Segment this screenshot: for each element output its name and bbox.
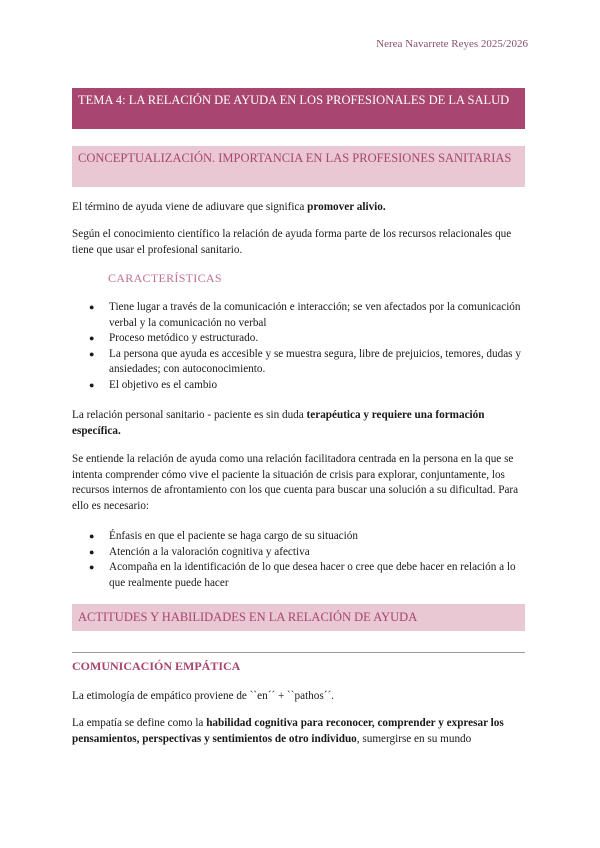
list-item: ● Acompaña en la identificación de lo que desea hacer o cree que debe hacer en relación a lo que realmente puede hacer (89, 561, 516, 589)
paragraph-conocimiento: Según el conocimiento científico la relación de ayuda forma parte de los recursos relacionales que tiene que usar el profesional sanitario. (72, 228, 512, 256)
paragraph-text: La empatía se define como la (72, 717, 207, 729)
paragraph-relacion-terapeutica (72, 408, 527, 439)
paragraph-text: El término de ayuda viene de adiuvare que significa (72, 201, 308, 213)
bullet-icon: ● (89, 562, 95, 572)
bullet-icon: ● (89, 379, 95, 390)
divider (72, 652, 525, 653)
list-item: ● El objetivo es el cambio (72, 378, 527, 394)
bullet-icon: ● (89, 546, 95, 557)
document-title: TEMA 4: LA RELACIÓN DE AYUDA EN LOS PROFESIONALES DE LA SALUD (72, 88, 525, 129)
bullet-icon: ● (89, 531, 95, 541)
subheading-caracteristicas: CARACTERÍSTICAS (108, 271, 222, 285)
paragraph-empatia-definition (72, 716, 527, 747)
bullet-icon: ● (89, 333, 95, 343)
requirements-list (72, 529, 527, 591)
paragraph-text: La relación personal sanitario - paciente es sin duda (72, 409, 307, 421)
list-item: ● Énfasis en que el paciente se haga cargo de su situación (72, 529, 527, 545)
bullet-icon: ● (89, 302, 95, 312)
list-item: ● La persona que ayuda es accesible y se muestra segura, libre de prejuicios, temores, dudas y ansiedades; con autoconocimiento. (89, 347, 521, 375)
paragraph-ayuda-definition (72, 200, 527, 216)
paragraph-tail: , sumergirse en su mundo (356, 732, 472, 745)
list-item: ● Tiene lugar a través de la comunicación e interacción; se ven afectados por la comunicación verbal y la comunicación no verbal (89, 301, 521, 329)
list-item: ● Atención a la valoración cognitiva y afectiva (72, 545, 527, 561)
paragraph-etimologia: La etimología de empático proviene de ``en´´ + ``pathos´´. (72, 690, 334, 702)
characteristics-list (72, 300, 527, 393)
subheading-comunicacion-empatica: COMUNICACIÓN EMPÁTICA (72, 659, 241, 673)
author-header: Nerea Navarrete Reyes 2025/2026 (376, 38, 528, 50)
section-heading-conceptualizacion: CONCEPTUALIZACIÓN. IMPORTANCIA EN LAS PROFESIONES SANITARIAS (72, 146, 525, 187)
list-item: ● Proceso metódico y estructurado. (72, 331, 527, 347)
paragraph-relacion-facilitadora: Se entiende la relación de ayuda como una relación facilitadora centrada en la persona en la que se intenta comprender cómo vive el paciente la situación de crisis para explorar, conjuntamente, los recursos internos de afrontamiento con los que cuenta para buscar una solución a su dificultad. Para ello es necesario: (72, 453, 519, 512)
section-heading-actitudes: ACTITUDES Y HABILIDADES EN LA RELACIÓN DE AYUDA (72, 604, 525, 631)
paragraph-bold: promover alivio. (307, 201, 386, 213)
paragraph-bold: terapéutica y requiere una formación específica. (72, 409, 485, 437)
bullet-icon: ● (89, 348, 95, 359)
paragraph-bold: habilidad cognitiva para reconocer, comprender y expresar los pensamientos, perspectivas y sentimientos de otro individuo (72, 717, 504, 745)
